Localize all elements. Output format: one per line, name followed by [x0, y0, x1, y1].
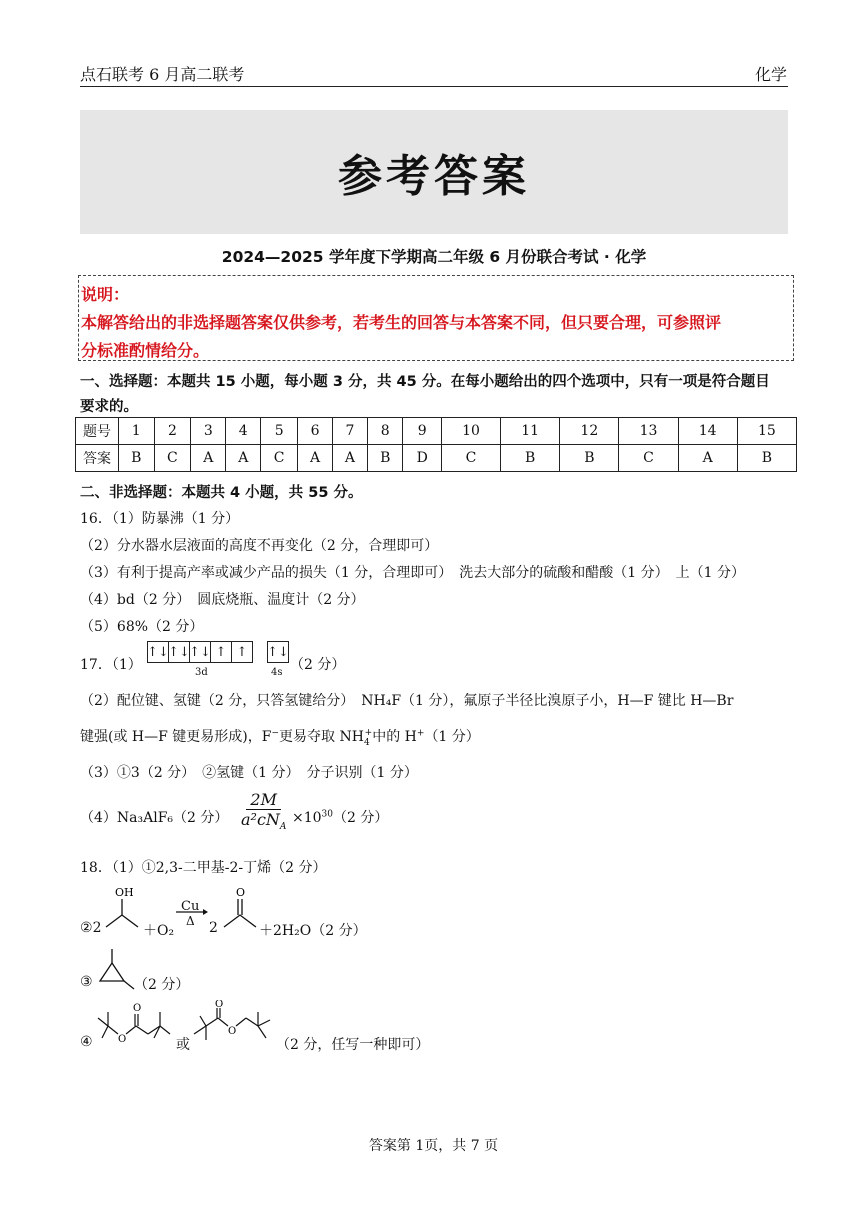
table-cell: B: [367, 445, 403, 472]
section2-heading: 二、非选择题：本题共 4 小题，共 55 分。: [80, 485, 363, 501]
title-banner: [80, 110, 788, 234]
dimethylcyclopropane-structure: [92, 945, 136, 995]
o-label: O: [118, 1034, 127, 1045]
table-cell: 15: [737, 418, 796, 445]
q17-p2-a: 键强(或 H—F 键更易形成)，F: [80, 729, 272, 745]
exam-subtitle: 2024—2025 学年度下学期高二年级 6 月份联合考试 · 化学: [221, 248, 647, 266]
section1-line1: 一、选择题：本题共 15 小题，每小题 3 分，共 45 分。在每小题给出的四个选项中，只有一项是符合题目: [80, 374, 770, 390]
table-cell: 10: [441, 418, 500, 445]
table-cell: 7: [333, 418, 368, 445]
bond-line: [160, 1026, 170, 1034]
coef-2b: 2: [209, 920, 218, 936]
or-text: 或: [176, 1037, 190, 1053]
bond-line: [102, 1026, 108, 1038]
bond-line: [136, 1026, 148, 1034]
table-cell: 1: [119, 418, 155, 445]
table-cell: 2: [154, 418, 191, 445]
orbital-box: ↑↓: [267, 641, 289, 663]
bond-line: [258, 1020, 270, 1026]
fraction-denominator: a²cN: [241, 810, 280, 829]
q17-p2-d: （1 分）: [424, 729, 480, 745]
table-cell: C: [619, 445, 678, 472]
table-cell: A: [678, 445, 737, 472]
orbital-box: ↑↓: [189, 641, 211, 663]
q16-line-2: （2）分水器水层液面的高度不再变化（2 分，合理即可）: [80, 538, 439, 554]
table-cell: 11: [501, 418, 560, 445]
bond-line: [236, 1018, 246, 1026]
answer-table: [75, 417, 797, 472]
bond-line: [206, 1018, 218, 1026]
q17-p4-score: （2 分）: [333, 810, 389, 826]
q16-line-3: （3）有利于提高产率或减少产品的损失（1 分，合理即可） 洗去大部分的硫酸和醋酸（1 分） 上（1 分）: [80, 565, 745, 581]
bond-line: [106, 915, 138, 927]
ester-structure-1: [94, 1000, 178, 1052]
table-cell: A: [333, 445, 368, 472]
table-cell: 3: [191, 418, 226, 445]
fraction-numerator: 2M: [246, 790, 281, 810]
table-cell: 12: [560, 418, 619, 445]
table-cell: A: [191, 445, 226, 472]
header-rule: [80, 86, 788, 87]
o-label: O: [215, 1000, 224, 1010]
orbital-box: ↑↓: [168, 641, 190, 663]
table-cell: A: [298, 445, 333, 472]
q18-p2-circle: [80, 920, 101, 936]
section1-line2: 要求的。: [80, 399, 138, 415]
bond-line: [246, 1018, 258, 1026]
label-3d: 3d: [195, 667, 208, 678]
bond-line: [218, 1018, 228, 1026]
bond-line: [124, 981, 134, 989]
q17-p4-prefix: （4）Na₃AlF₆（2 分）: [80, 810, 229, 826]
bond-line: [108, 1026, 118, 1034]
page-footer: 答案第 1页，共 7 页: [368, 1138, 499, 1154]
row-label-number: 题号: [76, 418, 119, 445]
note-line-2: 分标准酌情给分。: [81, 341, 210, 360]
fraction-den-sub: A: [279, 822, 287, 833]
q16-line-5: （5）68%（2 分）: [80, 619, 204, 635]
table-cell: 4: [226, 418, 261, 445]
bond-line: [194, 1026, 206, 1034]
table-cell: 13: [619, 418, 678, 445]
banner-title: 参考答案: [338, 151, 530, 202]
table-cell: 9: [403, 418, 441, 445]
bond-line: [200, 1016, 206, 1026]
table-cell: B: [119, 445, 155, 472]
times-ten: ×10: [292, 810, 322, 826]
circle-2: ②: [80, 920, 93, 936]
table-cell: B: [737, 445, 796, 472]
row-label-answer: 答案: [76, 445, 119, 472]
bond-line: [98, 1018, 108, 1026]
o-label: O: [133, 1003, 142, 1014]
orbital-box: ↑↓: [147, 641, 169, 663]
acetone-structure: [220, 885, 264, 935]
orbital-box: ↑: [210, 641, 232, 663]
table-cell: C: [261, 445, 298, 472]
oh-label: OH: [115, 886, 134, 899]
q18-p2-rest: ＋2H₂O（2 分）: [259, 923, 367, 939]
coef-2: 2: [92, 920, 102, 936]
table-row-numbers: [76, 418, 797, 445]
q17-p2-line2: 键强(或 H—F 键更易形成)，F−更易夺取 $NH_4^+$中的 H+（1 分）: [80, 728, 480, 748]
orbital-3d: [148, 641, 253, 663]
table-cell: 6: [298, 418, 333, 445]
plus-o2: ＋O₂: [143, 923, 175, 939]
note-line-1: 本解答给出的非选择题答案仅供参考，若考生的回答与本答案不同，但只要合理，可参照评: [81, 313, 722, 332]
orbital-4s: [268, 641, 289, 663]
q17-p2-c: 中的 H: [372, 729, 417, 745]
header-left: 点石联考 6 月高二联考: [80, 65, 245, 84]
q17-p1-score: （2 分）: [290, 657, 346, 673]
table-cell: C: [154, 445, 191, 472]
ester-structure-2: [190, 1000, 282, 1052]
table-cell: 8: [367, 418, 403, 445]
q16-line-4: （4）bd（2 分） 圆底烧瓶、温度计（2 分）: [80, 592, 365, 608]
q18-p4-score: （2 分，任写一种即可）: [276, 1037, 430, 1053]
exponent: 30: [321, 809, 333, 820]
q18-p1: 18．（1）①2,3-二甲基-2-丁烯（2 分）: [80, 860, 327, 876]
table-row-answers: [76, 445, 797, 472]
density-fraction: [241, 790, 286, 832]
orbital-box: ↑: [231, 641, 253, 663]
table-cell: C: [441, 445, 500, 472]
bond-line: [258, 1026, 266, 1038]
table-cell: 14: [678, 418, 737, 445]
heat-symbol: Δ: [186, 914, 195, 928]
table-cell: D: [403, 445, 441, 472]
bond-line: [224, 915, 256, 927]
o-label: O: [228, 1026, 237, 1037]
q18-p3-score: （2 分）: [134, 977, 190, 993]
bond-line: [126, 1026, 136, 1034]
table-cell: B: [501, 445, 560, 472]
note-label: 说明：: [81, 285, 130, 304]
q17-prefix: 17．（1）: [80, 657, 142, 673]
q17-p2-b: 更易夺取 NH: [279, 729, 364, 745]
table-cell: A: [226, 445, 261, 472]
q17-p3: （3）①3（2 分） ②氢键（1 分） 分子识别（1 分）: [80, 765, 418, 781]
o-label: O: [236, 886, 246, 899]
table-cell: 5: [261, 418, 298, 445]
header-right: 化学: [754, 65, 787, 84]
q18-p3-circle: ③: [80, 974, 93, 990]
q18-p4-circle: ④: [80, 1034, 93, 1050]
q17-p4-tail: [292, 807, 388, 827]
note-box: [78, 275, 794, 361]
label-4s: 4s: [271, 667, 283, 678]
ring: [100, 963, 124, 981]
catalyst-cu: Cu: [181, 899, 200, 914]
table-cell: B: [560, 445, 619, 472]
q16-line-1: 16．（1）防暴沸（1 分）: [80, 511, 240, 527]
q17-p2-line1: （2）配位键、氢键（2 分，只答氢键给分） NH₄F（1 分），氟原子半径比溴原子小，H—F 键比 H—Br: [80, 693, 734, 709]
arrow-head-icon: [203, 909, 208, 915]
